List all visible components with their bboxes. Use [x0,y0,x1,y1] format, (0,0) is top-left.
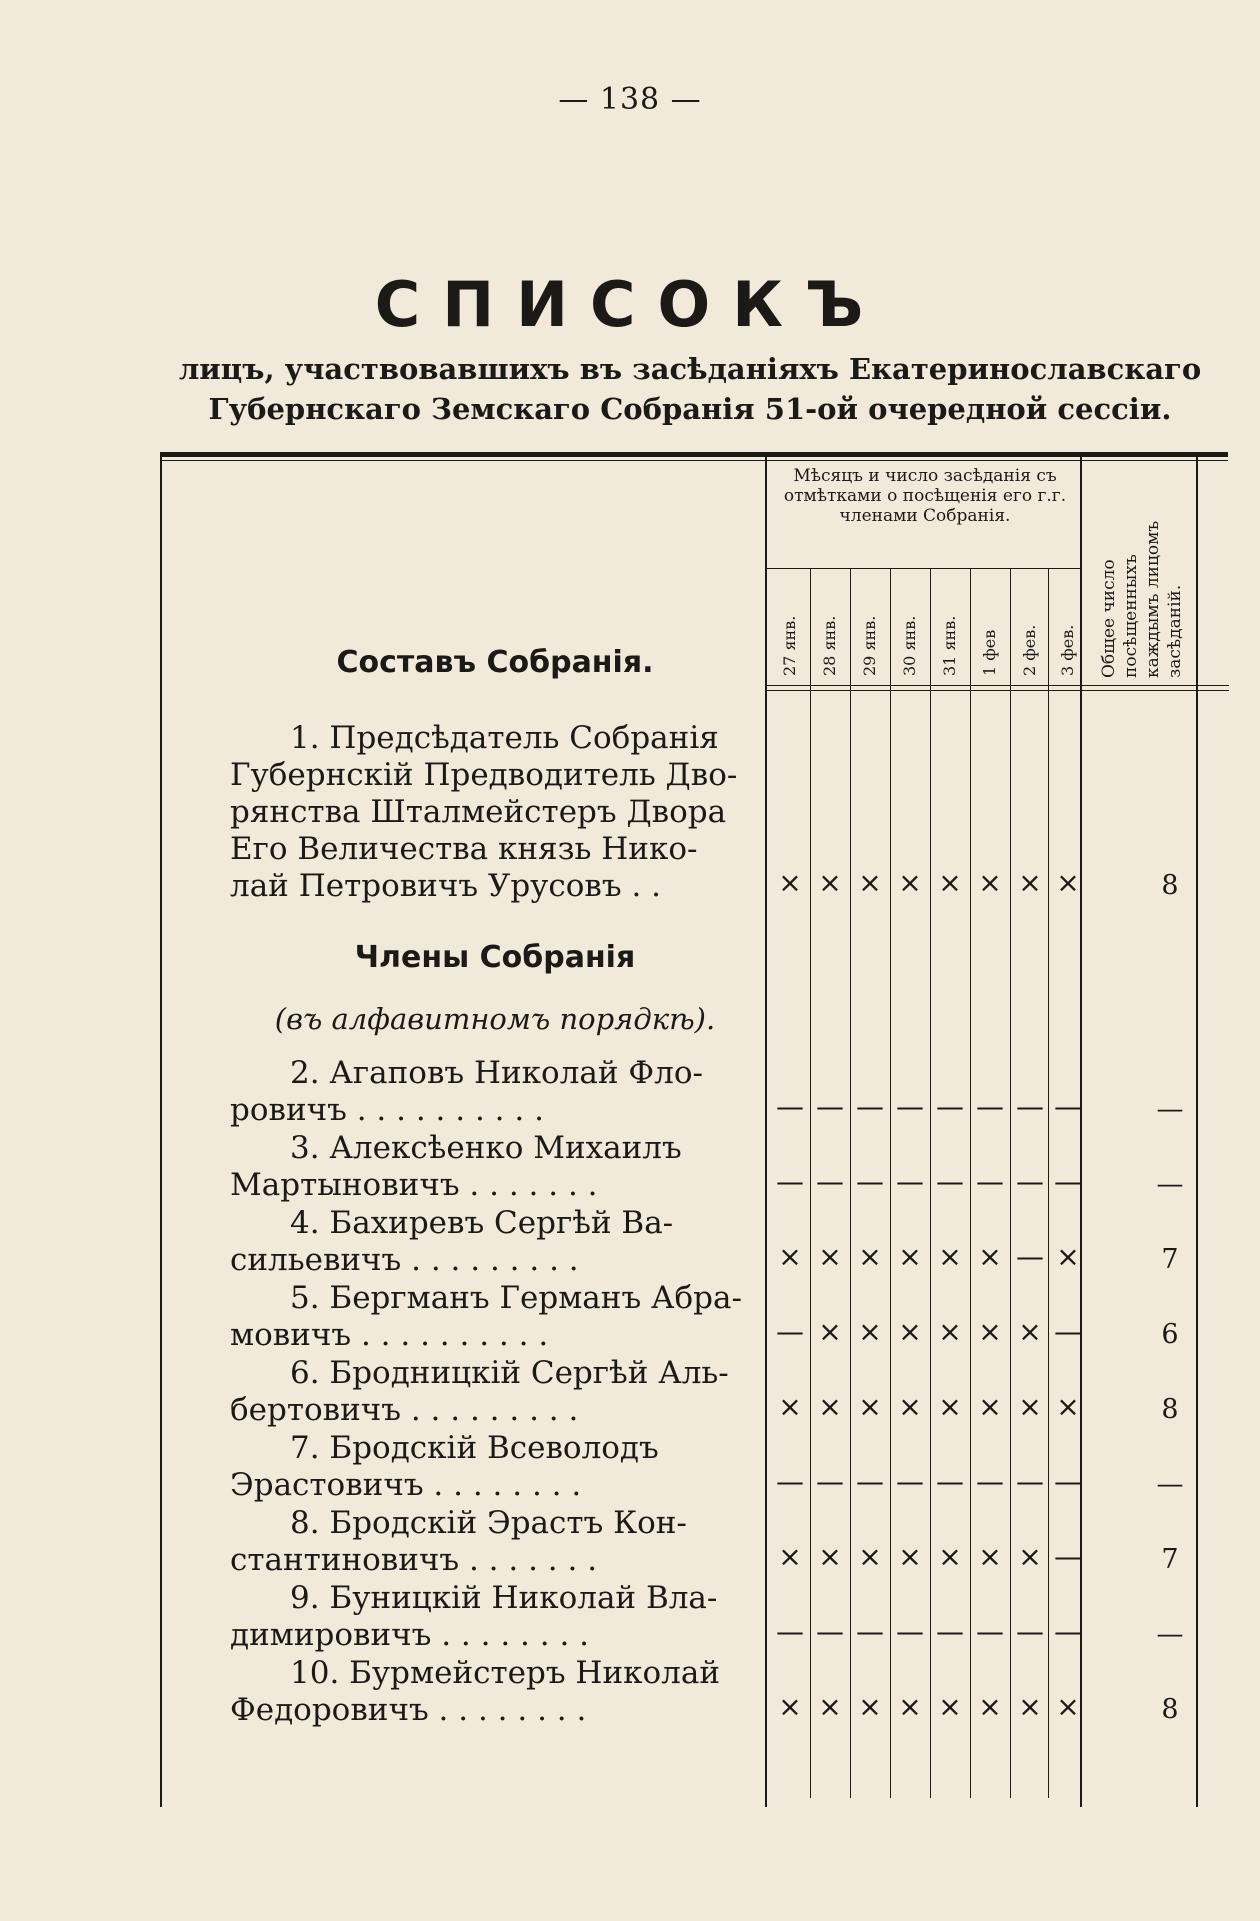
date-column-divider [1010,568,1011,1798]
attendance-total: 8 [1161,1394,1179,1425]
total-column-header: Общее число посѣщенныхъ каждымъ лицомъ засѣданій. [1099,520,1185,678]
attended-mark: × [778,1390,802,1423]
attended-mark: × [938,1690,962,1723]
date-column-divider [930,568,931,1798]
attendance-total: 8 [1161,870,1179,901]
absent-mark: — [1054,1165,1082,1198]
member-name [230,1130,755,1204]
attended-mark: × [1018,1315,1042,1348]
member-name-line: 7. Бродскій Всеволодъ [290,1430,659,1466]
member-name-line: лай Петровичъ Урусовъ . . [230,868,662,904]
attended-mark: × [938,866,962,899]
members-section-note: (въ алфавитномъ порядкѣ). [274,1002,716,1036]
total-column-divider [1080,457,1082,1807]
attended-mark: × [818,866,842,899]
date-column-divider [970,568,971,1798]
attended-mark: × [1056,1240,1080,1273]
absent-mark: — [856,1615,884,1648]
attended-mark: × [1018,866,1042,899]
member-name-line: 4. Бахиревъ Сергѣй Ва- [290,1205,674,1241]
attendance-total: — [1156,1169,1184,1200]
member-name-line: 8. Бродскій Эрастъ Кон- [290,1505,687,1541]
name-column-divider [765,457,767,1807]
member-name-line: Его Величества князь Нико- [230,831,698,867]
attended-mark: × [898,1540,922,1573]
attendance-total: 7 [1161,1544,1179,1575]
attended-mark: × [898,1315,922,1348]
subtitle-line-2: Губернскаго Земскаго Собранія 51-ой очередной сессіи. [208,392,1172,426]
attended-mark: × [938,1315,962,1348]
attendance-total: — [1156,1469,1184,1500]
absent-mark: — [1016,1165,1044,1198]
attended-mark: × [818,1540,842,1573]
attended-mark: × [898,1240,922,1273]
absent-mark: — [1054,1615,1082,1648]
attendance-total: — [1156,1094,1184,1125]
attended-mark: × [1018,1690,1042,1723]
member-name-line: стантиновичъ . . . . . . . [230,1542,598,1578]
attended-mark: × [1056,1690,1080,1723]
absent-mark: — [856,1090,884,1123]
attended-mark: × [858,1315,882,1348]
table-right-border [1196,457,1198,1807]
absent-mark: — [816,1465,844,1498]
member-name-line: Федоровичъ . . . . . . . . [230,1692,587,1728]
attended-mark: × [778,1690,802,1723]
date-column-divider [890,568,891,1798]
absent-mark: — [1054,1465,1082,1498]
date-column-header: 1 фев [980,629,999,676]
absent-mark: — [1054,1540,1082,1573]
member-name-line: Губернскій Предводитель Дво- [230,757,738,793]
member-name-line: бертовичъ . . . . . . . . . [230,1392,579,1428]
absent-mark: — [936,1090,964,1123]
months-column-header: Мѣсяцъ и число засѣданія съ отмѣтками о посѣщенія его г.г. членами Собранія. [783,466,1067,526]
absent-mark: — [856,1165,884,1198]
member-name-line: Мартыновичъ . . . . . . . [230,1167,598,1203]
attended-mark: × [978,866,1002,899]
absent-mark: — [1054,1090,1082,1123]
absent-mark: — [936,1615,964,1648]
member-name [230,1655,755,1729]
absent-mark: — [896,1465,924,1498]
date-column-header: 29 янв. [860,615,879,676]
attended-mark: × [858,1240,882,1273]
attended-mark: × [898,866,922,899]
attended-mark: × [858,1390,882,1423]
member-name-line: димировичъ . . . . . . . . [230,1617,590,1653]
date-column-divider [850,568,851,1798]
absent-mark: — [776,1315,804,1348]
attended-mark: × [978,1315,1002,1348]
member-name [230,1505,755,1579]
member-name-line: рянства Шталмейстеръ Двора [230,794,727,830]
member-name [230,1055,755,1129]
date-column-divider [1048,568,1049,1798]
member-name-line: 1. Предсѣдатель Собранія [290,720,719,756]
absent-mark: — [1016,1090,1044,1123]
absent-mark: — [1054,1315,1082,1348]
members-composition-heading: Составъ Собранія. [336,645,654,680]
absent-mark: — [776,1465,804,1498]
subtitle-line-1: лицъ, участвовавшихъ въ засѣданіяхъ Екатеринославскаго [178,352,1202,386]
absent-mark: — [896,1090,924,1123]
attended-mark: × [818,1315,842,1348]
member-name [230,1280,755,1354]
attended-mark: × [1056,866,1080,899]
attended-mark: × [938,1540,962,1573]
attended-mark: × [778,1540,802,1573]
absent-mark: — [896,1165,924,1198]
attended-mark: × [1056,1390,1080,1423]
date-column-header: 2 фев. [1020,624,1039,676]
absent-mark: — [776,1165,804,1198]
attendance-total: 6 [1161,1319,1179,1350]
member-name-line: 9. Буницкій Николай Вла- [290,1580,718,1616]
member-name [230,1205,755,1279]
member-name [230,720,755,905]
attended-mark: × [938,1240,962,1273]
member-name-line: 2. Агаповъ Николай Фло- [290,1055,703,1091]
attended-mark: × [778,866,802,899]
attended-mark: × [978,1390,1002,1423]
attended-mark: × [818,1690,842,1723]
date-column-header: 27 янв. [780,615,799,676]
top-rule-thick [160,452,1228,457]
absent-mark: — [976,1615,1004,1648]
member-name-line: сильевичъ . . . . . . . . . [230,1242,579,1278]
attended-mark: × [1018,1390,1042,1423]
member-name [230,1580,755,1654]
date-column-divider [810,568,811,1798]
attended-mark: × [978,1240,1002,1273]
table-left-border [160,457,162,1807]
members-section-heading: Члены Собранія [354,940,636,975]
member-name-line: 3. Алексѣенко Михаилъ [290,1130,682,1166]
page-number: — 138 — [558,82,702,117]
absent-mark: — [816,1165,844,1198]
header-bottom-rule-1 [767,685,1229,686]
absent-mark: — [856,1465,884,1498]
absent-mark: — [976,1465,1004,1498]
member-name-line: Эрастовичъ . . . . . . . . [230,1467,582,1503]
absent-mark: — [976,1165,1004,1198]
absent-mark: — [816,1090,844,1123]
attendance-total: 7 [1161,1244,1179,1275]
header-bottom-rule-2 [767,690,1229,691]
attended-mark: × [898,1390,922,1423]
member-name-line: 10. Бурмейстеръ Николай [290,1655,720,1691]
member-name-line: 5. Бергманъ Германъ Абра- [290,1280,742,1316]
attendance-total: 8 [1161,1694,1179,1725]
top-rule-thin [160,460,1228,461]
attended-mark: × [858,1690,882,1723]
absent-mark: — [1016,1615,1044,1648]
attended-mark: × [778,1240,802,1273]
absent-mark: — [776,1615,804,1648]
attended-mark: × [938,1390,962,1423]
date-column-header: 30 янв. [900,615,919,676]
absent-mark: — [776,1090,804,1123]
absent-mark: — [936,1465,964,1498]
months-header-divider [767,568,1080,569]
member-name-line: ровичъ . . . . . . . . . . [230,1092,544,1128]
absent-mark: — [976,1090,1004,1123]
date-column-header: 28 янв. [820,615,839,676]
date-column-header: 31 янв. [940,615,959,676]
absent-mark: — [1016,1465,1044,1498]
absent-mark: — [936,1165,964,1198]
attended-mark: × [978,1690,1002,1723]
attended-mark: × [858,1540,882,1573]
attended-mark: × [818,1390,842,1423]
member-name-line: 6. Бродницкій Сергѣй Аль- [290,1355,729,1391]
attended-mark: × [978,1540,1002,1573]
attended-mark: × [898,1690,922,1723]
absent-mark: — [1016,1240,1044,1273]
member-name-line: мовичъ . . . . . . . . . . [230,1317,549,1353]
absent-mark: — [896,1615,924,1648]
page-title: СПИСОКЪ [374,268,886,341]
date-column-header: 3 фев. [1058,624,1077,676]
attended-mark: × [1018,1540,1042,1573]
absent-mark: — [816,1615,844,1648]
member-name [230,1430,755,1504]
attended-mark: × [818,1240,842,1273]
attended-mark: × [858,866,882,899]
attendance-total: — [1156,1619,1184,1650]
member-name [230,1355,755,1429]
